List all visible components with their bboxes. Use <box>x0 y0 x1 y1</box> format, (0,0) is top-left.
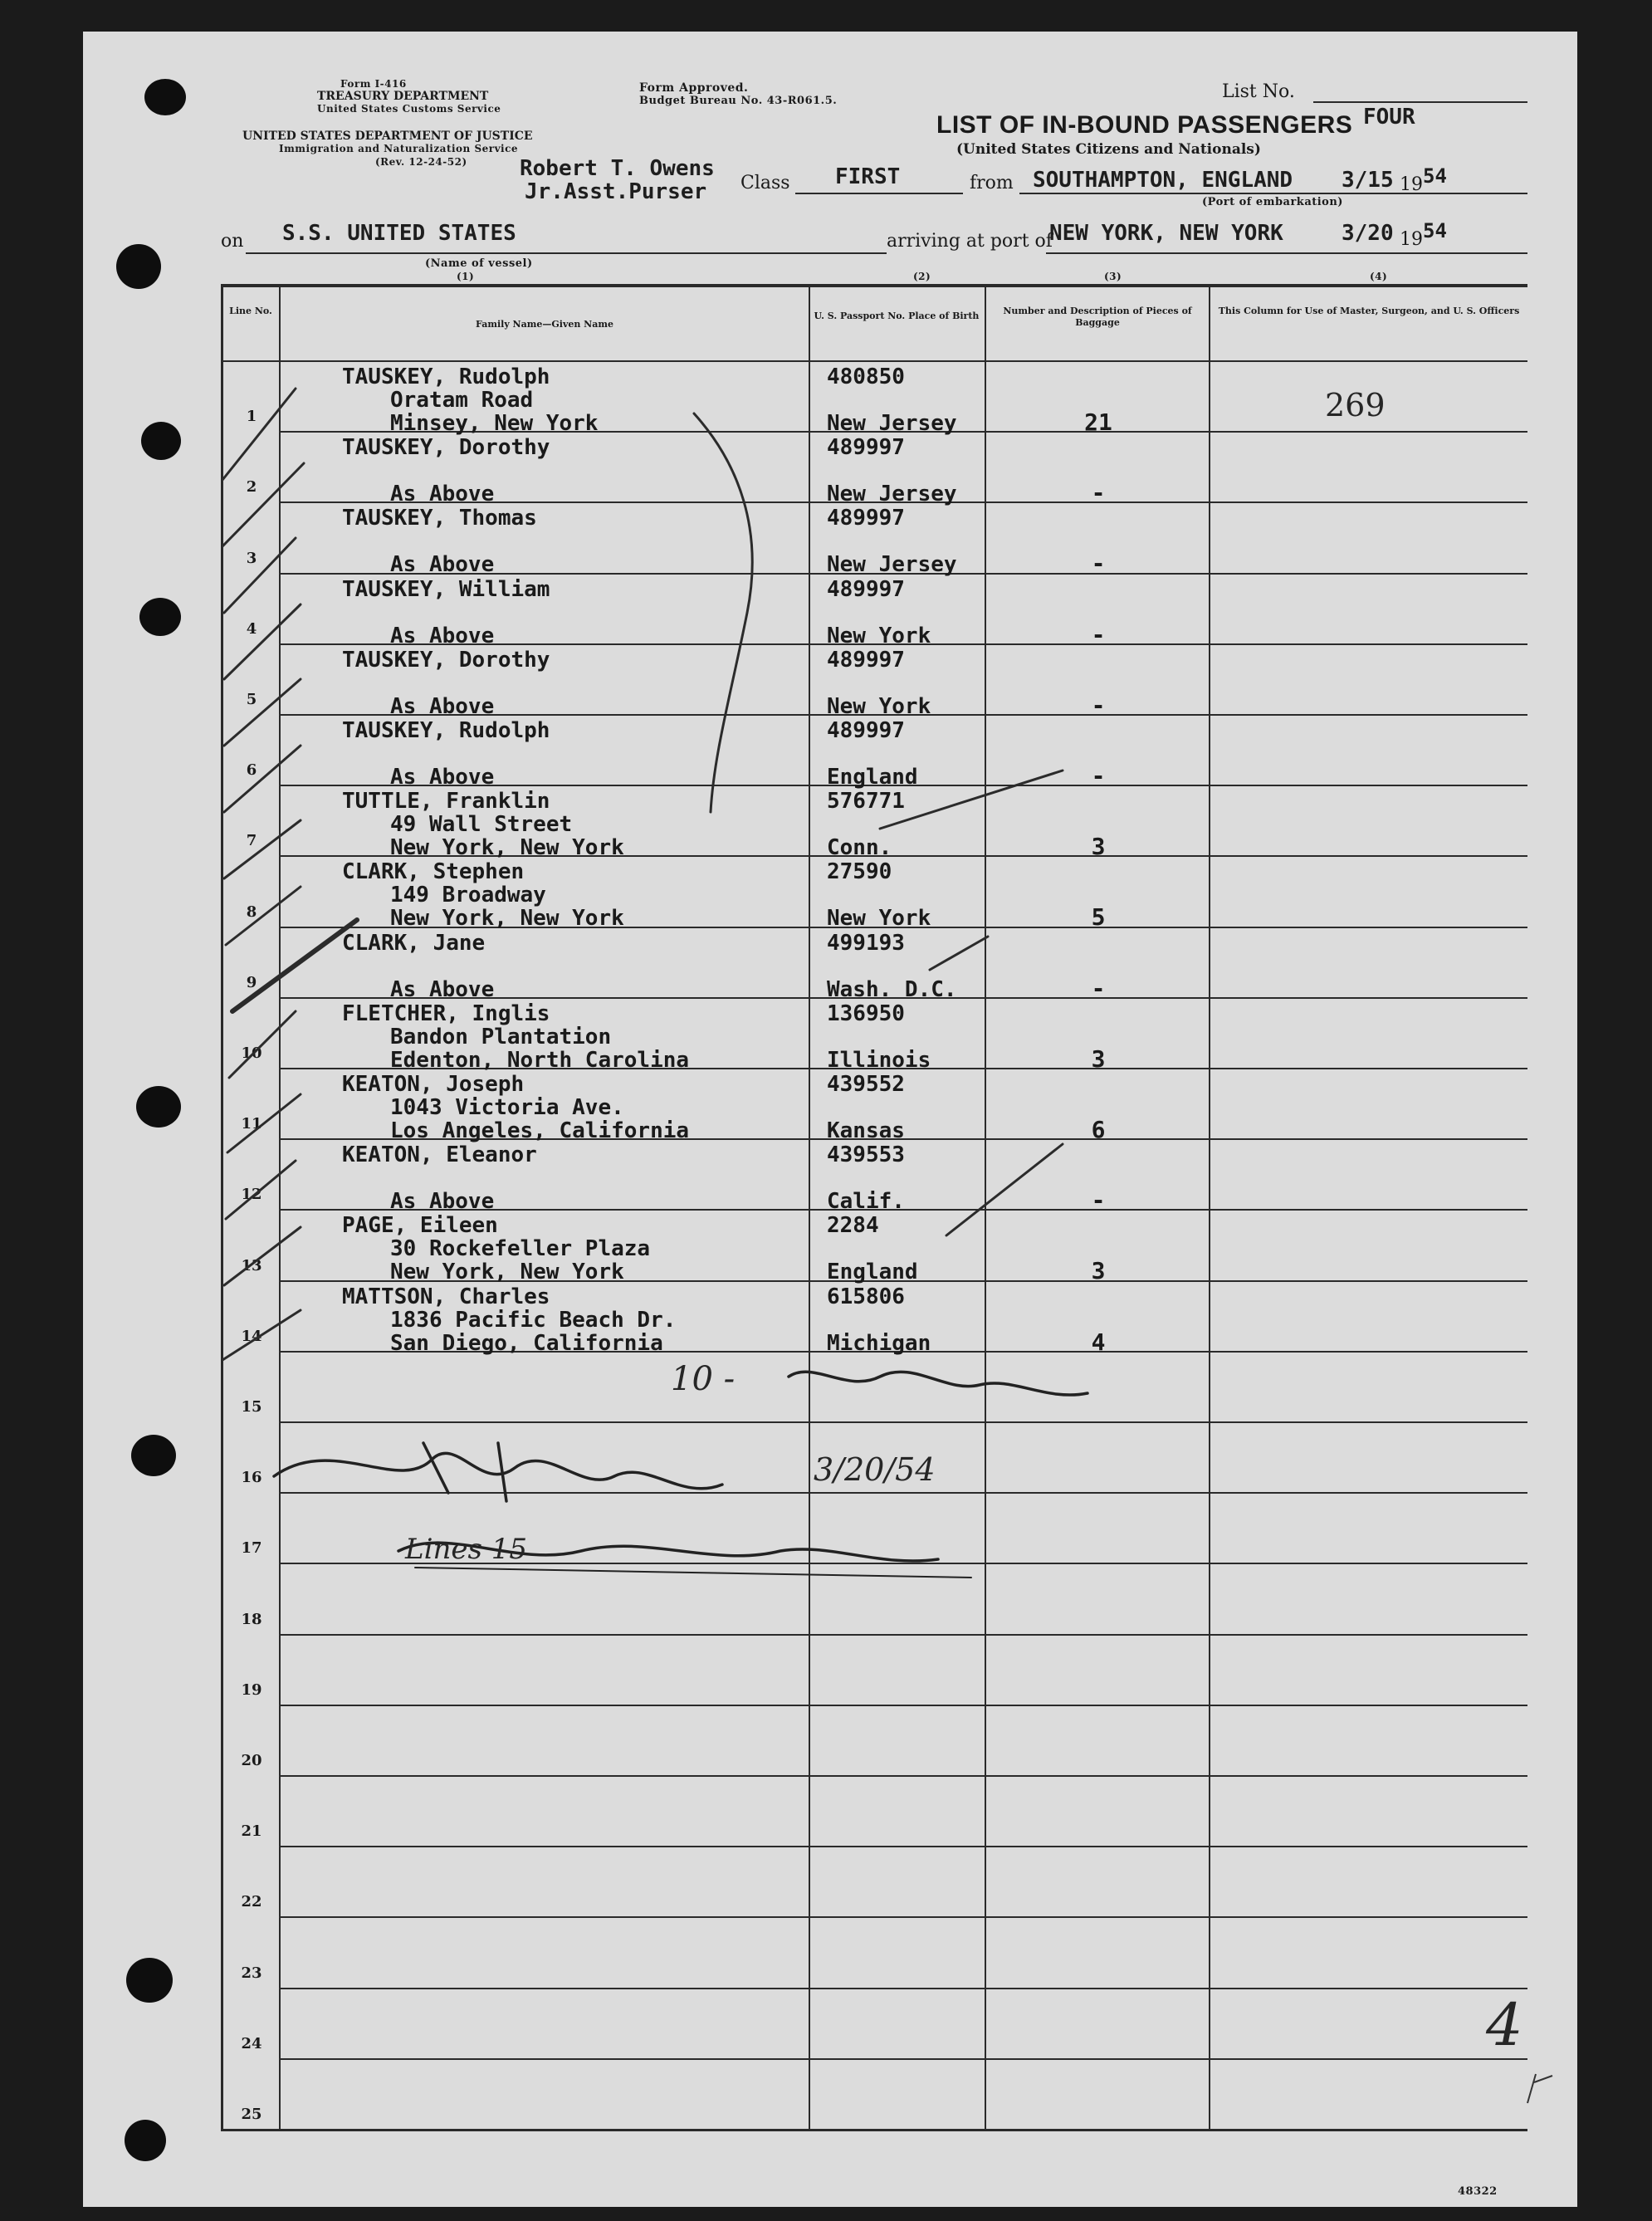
baggage-count: 21 <box>1084 408 1112 436</box>
form-number: Form I-416 <box>340 78 407 90</box>
vessel-name: S.S. UNITED STATES <box>282 221 516 246</box>
passport-number: 615806 <box>827 1284 905 1309</box>
col-number-3: (3) <box>1104 271 1122 282</box>
line-number: 18 <box>241 1611 262 1628</box>
baggage-count: - <box>1091 975 1106 1002</box>
passenger-address-2: As Above <box>390 694 495 719</box>
handwritten-lines-note: Lines 15 <box>405 1533 527 1566</box>
line-number: 22 <box>241 1893 262 1910</box>
header-passport: U. S. Passport No. Place of Birth <box>814 311 980 321</box>
passenger-name: TUTTLE, Franklin <box>342 789 550 814</box>
ins-service: Immigration and Naturalization Service <box>279 143 519 154</box>
passenger-address-1: 149 Broadway <box>390 883 546 907</box>
passport-number: 489997 <box>827 577 905 602</box>
passport-number: 489997 <box>827 648 905 673</box>
handwritten-note-top: 10 - <box>671 1360 736 1398</box>
from-port: SOUTHAMPTON, ENGLAND <box>1033 168 1293 193</box>
passenger-name: TAUSKEY, William <box>342 577 550 602</box>
passport-number: 576771 <box>827 789 905 814</box>
passenger-name: CLARK, Jane <box>342 931 486 956</box>
passenger-name: TAUSKEY, Dorothy <box>342 435 550 460</box>
from-label: from <box>970 173 1014 193</box>
arrival-date: 3/20 <box>1342 221 1394 246</box>
baggage-count: 4 <box>1091 1328 1106 1356</box>
arrival-port: NEW YORK, NEW YORK <box>1049 221 1283 246</box>
passenger-address-2: New York, New York <box>390 906 624 931</box>
line-number: 25 <box>241 2106 262 2123</box>
line-number: 8 <box>246 903 257 921</box>
place-of-birth: Kansas <box>827 1118 905 1143</box>
passenger-address-2: As Above <box>390 977 495 1002</box>
line-number: 9 <box>246 974 257 991</box>
line-number: 7 <box>246 832 257 849</box>
from-year-suffix: 54 <box>1423 164 1447 188</box>
header-line-no: Line No. <box>229 306 272 316</box>
footer-code: 48322 <box>1458 2185 1498 2198</box>
passenger-name: TAUSKEY, Rudolph <box>342 364 550 389</box>
place-of-birth: Calif. <box>827 1189 905 1214</box>
line-number: 3 <box>246 550 257 567</box>
baggage-count: 5 <box>1091 903 1106 931</box>
passport-number: 499193 <box>827 931 905 956</box>
place-of-birth: New York <box>827 906 931 931</box>
line-number: 14 <box>241 1328 262 1345</box>
place-of-birth: New Jersey <box>827 482 957 506</box>
line-number: 6 <box>246 761 257 779</box>
justice-dept: UNITED STATES DEPARTMENT OF JUSTICE <box>242 130 533 143</box>
line-number: 2 <box>246 478 257 496</box>
line-number: 17 <box>241 1539 262 1557</box>
line-number: 13 <box>241 1257 262 1274</box>
page-title: LIST OF IN-BOUND PASSENGERS <box>936 111 1353 139</box>
vessel-caption: (Name of vessel) <box>425 257 533 270</box>
place-of-birth: England <box>827 765 918 790</box>
line-number: 21 <box>241 1822 262 1840</box>
passenger-address-2: As Above <box>390 552 495 577</box>
col-number-1: (1) <box>457 271 475 282</box>
col-number-2: (2) <box>913 271 931 282</box>
baggage-count: 6 <box>1091 1116 1106 1143</box>
passport-number: 489997 <box>827 718 905 743</box>
line-number: 10 <box>241 1044 262 1062</box>
passenger-address-2: As Above <box>390 765 495 790</box>
header-name: Family Name—Given Name <box>476 319 613 330</box>
passenger-address-1: 1043 Victoria Ave. <box>390 1095 624 1120</box>
passenger-address-2: As Above <box>390 482 495 506</box>
passenger-address-2: New York, New York <box>390 1260 624 1284</box>
arriving-label: arriving at port of <box>887 231 1053 252</box>
baggage-count: - <box>1091 621 1106 648</box>
passport-number: 2284 <box>827 1213 879 1238</box>
handwritten-date: 3/20/54 <box>814 1451 936 1488</box>
passenger-name: TAUSKEY, Rudolph <box>342 718 550 743</box>
handwriting-overlay <box>83 32 1577 2207</box>
customs-service: United States Customs Service <box>317 103 501 115</box>
from-year-prefix: 19 <box>1400 174 1423 195</box>
baggage-count: 3 <box>1091 1257 1106 1284</box>
passenger-name: TAUSKEY, Dorothy <box>342 648 550 673</box>
baggage-count: 3 <box>1091 1045 1106 1073</box>
line-number: 11 <box>241 1115 262 1133</box>
passenger-address-2: As Above <box>390 624 495 648</box>
passport-number: 27590 <box>827 859 892 884</box>
place-of-birth: New York <box>827 624 931 648</box>
baggage-count: - <box>1091 550 1106 577</box>
list-no-value: FOUR <box>1363 105 1415 130</box>
handwritten-corner-number: 4 <box>1486 1991 1523 2059</box>
place-of-birth: Michigan <box>827 1331 931 1356</box>
passport-number: 480850 <box>827 364 905 389</box>
line-number: 24 <box>241 2035 262 2052</box>
line-number: 1 <box>246 408 257 425</box>
place-of-birth: New York <box>827 694 931 719</box>
line-number: 5 <box>246 691 257 708</box>
page-subtitle: (United States Citizens and Nationals) <box>956 141 1261 158</box>
passenger-address-2: Los Angeles, California <box>390 1118 690 1143</box>
line-number: 19 <box>241 1681 262 1699</box>
header-officers: This Column for Use of Master, Surgeon, and U. S. Officers <box>1218 306 1520 316</box>
baggage-count: - <box>1091 692 1106 719</box>
from-date: 3/15 <box>1342 168 1394 193</box>
baggage-count: 3 <box>1091 833 1106 860</box>
place-of-birth: New Jersey <box>827 552 957 577</box>
baggage-count: - <box>1091 762 1106 790</box>
purser-title: Jr.Asst.Purser <box>525 179 707 204</box>
place-of-birth: New Jersey <box>827 411 957 436</box>
baggage-count: - <box>1091 1186 1106 1214</box>
passport-number: 136950 <box>827 1001 905 1026</box>
place-of-birth: Illinois <box>827 1048 931 1073</box>
passenger-address-1: Bandon Plantation <box>390 1025 612 1049</box>
port-embark-caption: (Port of embarkation) <box>1202 196 1343 208</box>
passenger-address-1: Oratam Road <box>390 388 534 413</box>
baggage-count: - <box>1091 479 1106 506</box>
passenger-address-1: 49 Wall Street <box>390 812 573 837</box>
col-number-4: (4) <box>1370 271 1388 282</box>
passenger-address-1: 30 Rockefeller Plaza <box>390 1236 651 1261</box>
purser-name: Robert T. Owens <box>520 156 715 181</box>
header-baggage: Number and Description of Pieces of Baggage <box>1003 306 1192 328</box>
place-of-birth: Conn. <box>827 835 892 860</box>
passenger-name: TAUSKEY, Thomas <box>342 506 537 531</box>
passenger-address-2: Minsey, New York <box>390 411 599 436</box>
passenger-address-2: San Diego, California <box>390 1331 663 1356</box>
line-number: 20 <box>241 1752 262 1769</box>
line-number: 12 <box>241 1186 262 1203</box>
place-of-birth: Wash. D.C. <box>827 977 957 1002</box>
line-number: 15 <box>241 1398 262 1416</box>
passenger-address-2: New York, New York <box>390 835 624 860</box>
form-approved: Form Approved. <box>639 81 749 95</box>
manifest-page <box>83 32 1577 2207</box>
officer-note: 269 <box>1325 387 1386 423</box>
class-value: FIRST <box>835 164 901 189</box>
line-number: 23 <box>241 1964 262 1982</box>
passenger-name: KEATON, Eleanor <box>342 1142 537 1167</box>
passport-number: 489997 <box>827 506 905 531</box>
passenger-address-2: As Above <box>390 1189 495 1214</box>
budget-bureau: Budget Bureau No. 43-R061.5. <box>639 95 838 107</box>
revision: (Rev. 12-24-52) <box>375 156 467 168</box>
arrival-year-suffix: 54 <box>1423 219 1447 242</box>
place-of-birth: England <box>827 1260 918 1284</box>
passenger-name: CLARK, Stephen <box>342 859 525 884</box>
line-number: 16 <box>241 1469 262 1486</box>
class-label: Class <box>740 173 790 193</box>
passenger-name: KEATON, Joseph <box>342 1072 525 1097</box>
on-label: on <box>221 231 244 252</box>
treasury-dept: TREASURY DEPARTMENT <box>317 90 489 103</box>
arrival-year-prefix: 19 <box>1400 229 1423 250</box>
passport-number: 439552 <box>827 1072 905 1097</box>
passenger-address-2: Edenton, North Carolina <box>390 1048 690 1073</box>
passenger-name: MATTSON, Charles <box>342 1284 550 1309</box>
passenger-name: PAGE, Eileen <box>342 1213 498 1238</box>
passenger-address-1: 1836 Pacific Beach Dr. <box>390 1308 677 1333</box>
passport-number: 489997 <box>827 435 905 460</box>
line-number: 4 <box>246 620 257 638</box>
list-no-label: List No. <box>1222 81 1295 102</box>
passenger-name: FLETCHER, Inglis <box>342 1001 550 1026</box>
passport-number: 439553 <box>827 1142 905 1167</box>
